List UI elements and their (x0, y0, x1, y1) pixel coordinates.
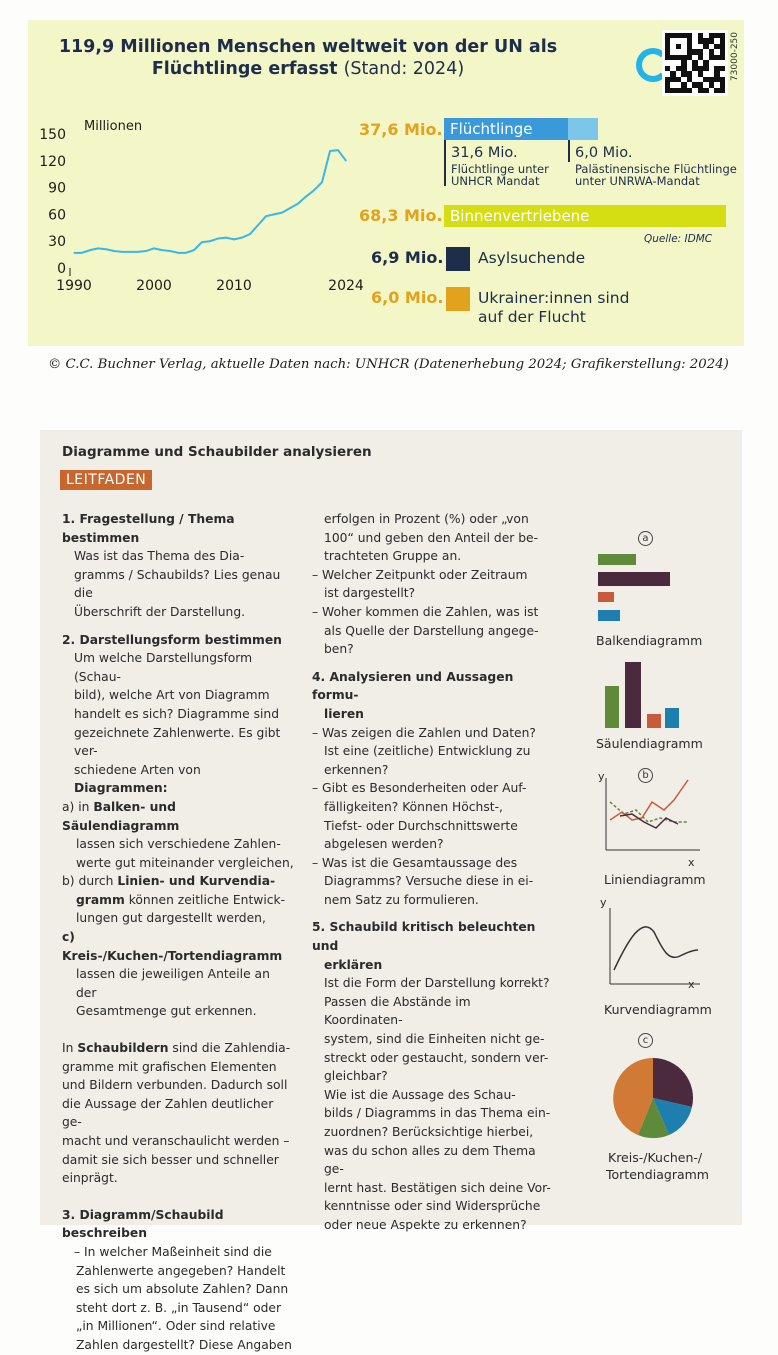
image-credit: © C.C. Buchner Verlag, aktuelle Daten nach: UNHCR (Datenerhebung 2024; Grafikerstellung: 2024) (48, 357, 729, 372)
data-point (289, 208, 290, 209)
data-point (257, 225, 258, 226)
fluechtlinge-label: Flüchtlinge (450, 120, 533, 138)
data-point (81, 252, 82, 253)
x-tick-label: 1990 (56, 278, 92, 294)
data-point (73, 252, 74, 253)
data-point (153, 248, 154, 249)
data-point (121, 251, 122, 252)
text-line: oder neue Aspekte zu erkennen? (324, 1217, 527, 1232)
y-tick-label: 150 (39, 127, 66, 143)
text-line: „in Millionen“. Oder sind relative (76, 1319, 276, 1334)
section-2-title: 2. Darstellungsform bestimmen (62, 632, 282, 647)
text-line: fälligkeiten? Können Höchst-, (324, 799, 503, 814)
text-line: Gesamtmenge gut erkennen. (76, 1004, 257, 1019)
binnen-label: Binnenvertriebene (450, 207, 590, 225)
refugee-line-chart (28, 116, 368, 306)
ukraine-swatch (446, 287, 470, 311)
data-point (209, 241, 210, 242)
text-bold: Linien- und Kurvendia- (117, 874, 276, 889)
section-4-title: 4. Analysieren und Aussagen formu- (312, 669, 514, 703)
text-line: Überschrift der Darstellung. (74, 604, 246, 619)
infographic-title (28, 36, 588, 80)
data-point (177, 252, 178, 253)
example-bar (598, 572, 670, 586)
text-line: In (62, 1041, 78, 1056)
data-point (161, 250, 162, 251)
text-line: Ist eine (zeitliche) Entwicklung zu (324, 744, 531, 759)
example-b-marker: b (638, 768, 653, 783)
text-line: es sich um absolute Zahlen? Dann (76, 1282, 289, 1297)
y-tick-label: 60 (48, 207, 66, 224)
text-line: – Gibt es Besonderheiten oder Auf- (312, 781, 527, 796)
text-line: nem Satz zu formulieren. (324, 892, 479, 907)
data-point (193, 250, 194, 251)
qr-code[interactable] (662, 30, 728, 96)
data-point (329, 150, 330, 151)
curve-chart-y-axis: y (600, 896, 607, 909)
binnen-bar (444, 205, 726, 227)
guide-page (40, 430, 742, 1352)
asyl-value: 6,9 Mio. (371, 248, 444, 267)
data-point (241, 237, 242, 238)
refugee-infographic (28, 20, 744, 346)
unhcr-label: Flüchtlinge unter UNHCR Mandat (451, 162, 549, 188)
text-line: Zahlen dargestellt? Diese Angaben (76, 1337, 292, 1352)
asyl-label: Asylsuchende (478, 249, 586, 267)
example-column (665, 708, 679, 728)
data-point (273, 214, 274, 215)
unrwa-label: Palästinensische Flüchtlinge unter UNRWA-Mandat (575, 162, 737, 188)
text-line: abgelesen werden? (324, 837, 444, 852)
example-column (647, 714, 661, 728)
text-line: damit sie sich besser und schneller (62, 1152, 279, 1167)
ukraine-value: 6,0 Mio. (371, 288, 444, 307)
example-c-marker: c (638, 1033, 653, 1048)
data-point (89, 250, 90, 251)
text-line: gramms / Schaubilds? Lies genau die (74, 567, 281, 601)
data-point (345, 160, 346, 161)
text-line: gramme mit grafischen Elementen (62, 1059, 277, 1074)
unrwa-bar-segment (568, 118, 598, 140)
text-line: erkennen? (324, 762, 389, 777)
text-line: erfolgen in Prozent (%) oder „von (324, 512, 529, 526)
asyl-swatch (446, 247, 470, 271)
data-point (137, 251, 138, 252)
data-point (233, 239, 234, 240)
text-line: lungen gut dargestellt werden, (76, 911, 266, 926)
pie-chart-caption-1: Kreis-/Kuchen-/ (608, 1150, 703, 1165)
y-tick-label: 120 (39, 153, 66, 170)
text-line: – In welcher Maßeinheit sind die (74, 1244, 272, 1259)
data-point (297, 203, 298, 204)
text-line: b) durch (62, 874, 118, 889)
leitfaden-badge: LEITFADEN (60, 470, 152, 490)
y-tick-label: 0 (57, 261, 66, 277)
text-line: einprägt. (62, 1171, 118, 1186)
text-line: sind die Zahlendia- (168, 1041, 291, 1056)
y-tick-label: 90 (48, 180, 66, 197)
text-line: die Aussage der Zahlen deutlicher ge- (62, 1096, 274, 1130)
example-bar (598, 592, 614, 602)
example-bar (598, 610, 620, 621)
text-line: – Was ist die Gesamtaussage des (312, 855, 518, 870)
curve-line (614, 927, 698, 970)
pie-chart-caption-2: Tortendiagramm (606, 1167, 709, 1182)
text-line: Ist die Form der Darstellung korrekt? (324, 976, 550, 991)
text-line: macht und veranschaulicht werden – (62, 1134, 290, 1148)
x-tick-label: 2024 (328, 278, 364, 294)
text-line: bilds / Diagramms in das Thema ein- (324, 1106, 551, 1121)
data-point (337, 149, 338, 150)
line-chart-y-axis: y (598, 770, 605, 783)
section-5-title: 5. Schaubild kritisch beleuchten und (312, 920, 536, 954)
section-4-title: lieren (324, 706, 364, 721)
text-line: gezeichnete Zahlenwerte. Es gibt ver- (74, 725, 281, 759)
curve-chart-x-axis: x (688, 978, 695, 991)
text-line: 100“ und geben den Anteil der be- (324, 530, 539, 545)
guide-left-column (62, 510, 294, 1355)
unhcr-value: 31,6 Mio. (451, 145, 518, 161)
bar-chart-caption: Balkendiagramm (596, 633, 703, 648)
title-line-1: 119,9 Millionen Menschen weltweit von der UN als (58, 37, 558, 57)
text-line: Wie ist die Aussage des Schau- (324, 1087, 516, 1102)
data-point (145, 250, 146, 251)
guide-title: Diagramme und Schaubilder analysieren (62, 444, 372, 460)
text-line: – Woher kommen die Zahlen, was ist (312, 604, 539, 619)
text-line: Um welche Darstellungsform (Schau- (74, 651, 253, 684)
line-chart-caption: Liniendiagramm (604, 872, 706, 887)
unrwa-divider (568, 140, 570, 162)
text-line: bild), welche Art von Diagramm (74, 688, 270, 703)
text-line: gleichbar? (324, 1069, 388, 1084)
text-line: lassen sich verschiedene Zahlen- (76, 837, 281, 852)
data-point (217, 238, 218, 239)
example-bar (598, 554, 636, 565)
data-point (225, 237, 226, 238)
text-line: Passen die Abstände im Koordinaten- (324, 994, 471, 1028)
text-bold: Schaubildern (77, 1041, 169, 1056)
text-line: lassen die jeweiligen Anteile an der (76, 967, 270, 1000)
example-a-marker: a (638, 531, 653, 546)
ukraine-label-2: auf der Flucht (478, 308, 586, 326)
fluechtlinge-bar (444, 118, 568, 140)
title-line-2-bold: Flüchtlinge erfasst (151, 59, 338, 79)
text-line: handelt es sich? Diagramme sind (74, 706, 280, 721)
series-line (610, 780, 688, 820)
text-line: werte gut miteinander vergleichen, (76, 855, 294, 870)
data-point (97, 248, 98, 249)
text-bold: gramm (76, 892, 125, 907)
guide-right-column (312, 510, 552, 1235)
text-line: und Bildern verbunden. Dadurch soll (62, 1078, 288, 1093)
text-line: Diagramms? Versuche diese in ei- (324, 874, 534, 889)
section-3-title: 3. Diagramm/Schaubild beschreiben (62, 1207, 224, 1241)
fluechtlinge-value: 37,6 Mio. (359, 120, 443, 139)
text-line: können zeitliche Entwick- (124, 892, 286, 907)
text-line: system, sind die Einheiten nicht ge- (324, 1032, 545, 1047)
example-column (625, 662, 641, 728)
x-tick-label: 2000 (136, 278, 172, 294)
data-point (105, 249, 106, 250)
text-line: Tiefst- oder Durchschnittswerte (324, 818, 518, 833)
y-tick-label: 30 (48, 234, 66, 251)
curve-chart-caption: Kurvendiagramm (604, 1002, 712, 1017)
text-line: streckt oder gestaucht, sondern ver- (324, 1050, 549, 1065)
example-column (605, 686, 619, 728)
example-pie-chart (608, 1053, 698, 1143)
section-5-title: erklären (324, 957, 383, 972)
data-point (313, 190, 314, 191)
text-line: – Was zeigen die Zahlen und Daten? (312, 725, 536, 740)
data-point (201, 241, 202, 242)
binnen-value: 68,3 Mio. (359, 206, 443, 225)
text-line: Was ist das Thema des Dia- (74, 549, 245, 564)
y-axis-label: Millionen (84, 119, 143, 134)
data-point (265, 216, 266, 217)
qr-module (720, 88, 725, 93)
qr-code-number: 73000-250 (730, 32, 740, 82)
text-bold: c) Kreis-/Kuchen-/Tortendiagramm (62, 930, 283, 963)
data-point (281, 212, 282, 213)
text-line: zuordnen? Berücksichtige hierbei, (324, 1125, 534, 1139)
column-chart-caption: Säulendiagramm (596, 736, 703, 751)
text-line: schiedene Arten von (74, 762, 201, 777)
text-line: als Quelle der Darstellung angege- (324, 623, 539, 638)
text-bold: Diagrammen: (74, 781, 168, 796)
data-point (169, 250, 170, 251)
section-1-title: 1. Fragestellung / Thema bestimmen (62, 512, 235, 545)
data-point (185, 252, 186, 253)
line-chart-x-axis: x (688, 856, 695, 869)
text-line: kenntnisse oder sind Widersprüche (324, 1199, 541, 1214)
text-line: Zahlenwerte angegeben? Handelt (76, 1263, 286, 1278)
source-idmc: Quelle: IDMC (644, 233, 713, 245)
text-line: trachteten Gruppe an. (324, 549, 462, 564)
text-line: a) in (62, 799, 94, 814)
text-line: – Welcher Zeitpunkt oder Zeitraum (312, 567, 528, 582)
text-line: lernt hast. Bestätigen sich deine Vor- (324, 1180, 551, 1195)
text-line: ben? (324, 642, 354, 657)
unhcr-divider (444, 140, 446, 186)
text-line: ist dargestellt? (324, 586, 416, 601)
unrwa-value: 6,0 Mio. (575, 145, 633, 161)
title-line-2-date: (Stand: 2024) (343, 59, 465, 79)
example-line-chart (588, 770, 708, 870)
data-point (305, 196, 306, 197)
ukraine-label-1: Ukrainer:innen sind (478, 289, 630, 307)
data-point (321, 182, 322, 183)
data-point (249, 233, 250, 234)
x-tick-label: 2010 (216, 278, 252, 294)
data-point (129, 251, 130, 252)
text-line: steht dort z. B. „in Tausend“ oder (76, 1300, 282, 1315)
text-line: was du schon alles zu dem Thema ge- (324, 1143, 536, 1177)
data-point (113, 250, 114, 251)
series-line-refugees (74, 150, 346, 253)
text-bold: Balken- und Säulendiagramm (62, 799, 180, 833)
